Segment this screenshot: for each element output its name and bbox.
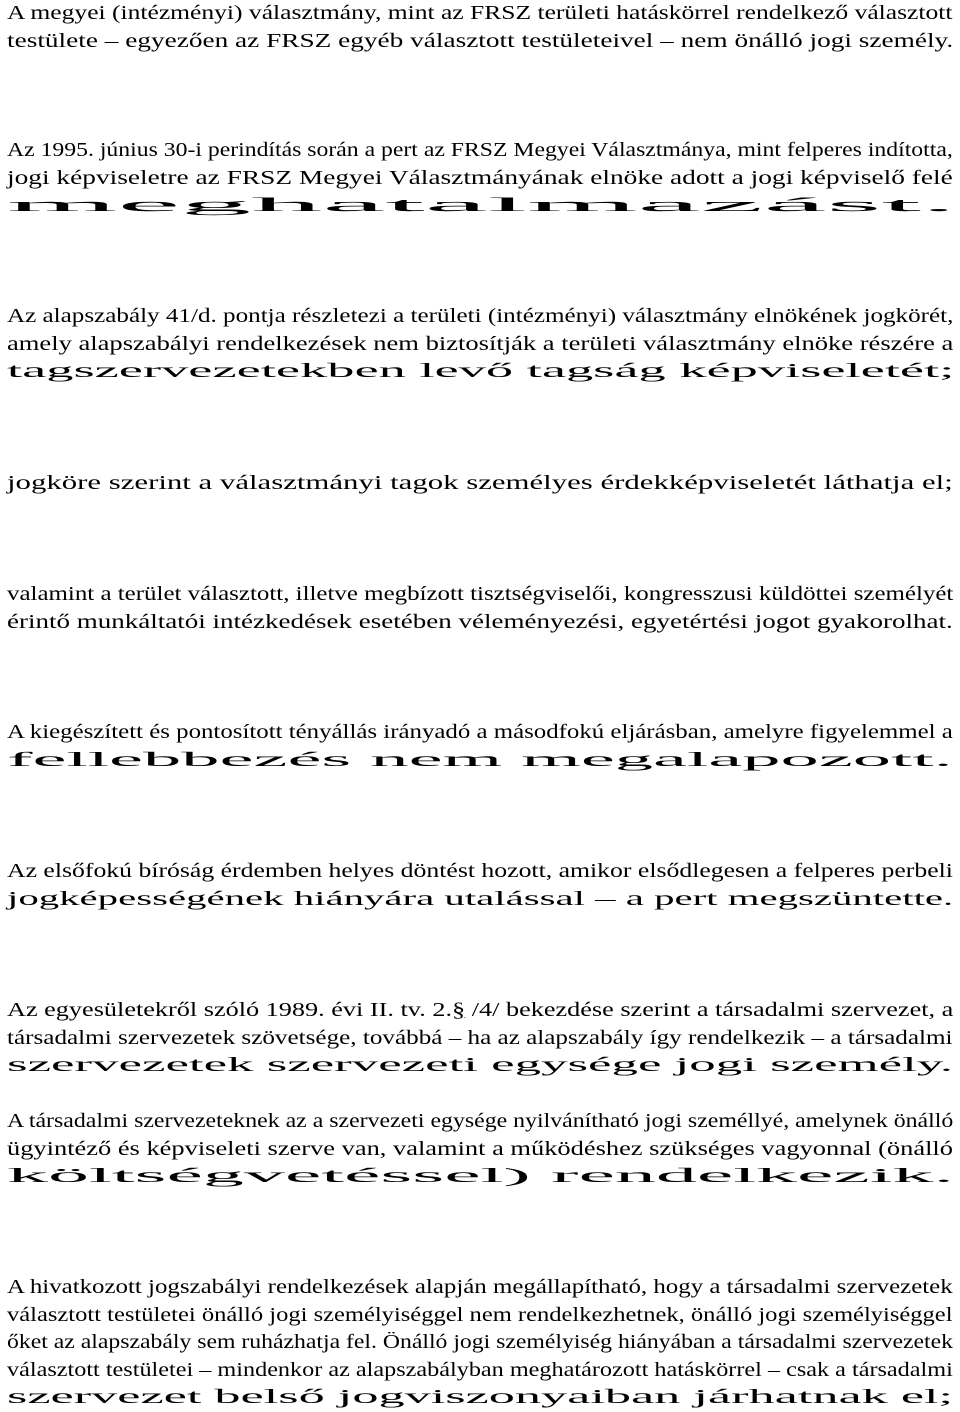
text-line: szervezet belső jogviszonyaiban járhatnak el;: [7, 1387, 954, 1408]
text-line: tagszervezetekben levő tagság képviseletét;: [7, 361, 955, 382]
paragraph-10: [7, 1274, 957, 1412]
paragraph-9: [7, 1108, 957, 1191]
paragraph-4: [7, 470, 957, 498]
text-line: érintő munkáltatói intézkedések esetében véleményezési, egyetértési jogot gyakorolhat.: [7, 611, 953, 633]
paragraph-5: [7, 581, 957, 636]
text-line: választott testületei önálló jogi személyiséggel nem rendelkezhetnek, önálló jogi személyiséggel: [7, 1304, 953, 1326]
text-line: A kiegészített és pontosított tényállás irányadó a másodfokú eljárásban, amelyre figyelemmel a: [7, 722, 953, 743]
text-line: meghatalmazást.: [7, 195, 957, 216]
text-line: társadalmi szervezetek szövetsége, továbbá – ha az alapszabály így rendelkezik – a társadalmi: [7, 1027, 953, 1049]
paragraph-6: [7, 719, 957, 774]
text-line: jogképességének hiányára utalással – a pert megszüntette.: [7, 888, 954, 910]
text-line: testülete – egyezően az FRSZ egyéb választott testületeivel – nem önálló jogi személy.: [7, 30, 954, 52]
text-line: szervezetek szervezeti egysége jogi személy.: [7, 1055, 954, 1076]
paragraph-3: [7, 303, 957, 386]
text-segment: /4/ bekezdése szerint a társadalmi szervezet, a: [465, 1000, 954, 1021]
paragraph-8: [7, 997, 957, 1080]
text-line: jogi képviseletre az FRSZ Megyei Választmányának elnöke adott a jogi képviselő felé: [7, 167, 953, 189]
text-line: választott testületei – mindenkor az alapszabályban meghatározott hatáskörrel – csak a társadalmi: [7, 1359, 953, 1381]
text-line: őket az alapszabály sem ruházhatja fel. Önálló jogi személyiség hiányában a társadalmi szervezetek: [7, 1332, 954, 1353]
text-line: A megyei (intézményi) választmány, mint az FRSZ területi hatáskörrel rendelkező választott: [7, 3, 953, 24]
paragraph-7: [7, 858, 957, 913]
paragraph-2: [7, 137, 957, 220]
text-line: Az alapszabály 41/d. pontja részletezi a területi (intézményi) választmány elnökének jogkörét,: [7, 306, 954, 327]
text-line: A társadalmi szervezeteknek az a szervezeti egysége nyilvánítható jogi személlyé, amelynek önálló: [7, 1111, 954, 1132]
text-line: Az 1995. június 30-i perindítás során a pert az FRSZ Megyei Választmánya, mint felperes indította,: [7, 140, 953, 161]
text-line: jogköre szerint a választmányi tagok személyes érdekképviseletét láthatja el;: [7, 473, 953, 494]
text-line: [7, 997, 960, 1025]
text-line: Az elsőfokú bíróság érdemben helyes döntést hozott, amikor elsődlegesen a felperes perbeli: [7, 861, 953, 882]
text-line: ügyintéző és képviseleti szerve van, valamint a működéshez szükséges vagyonnal (önálló: [7, 1138, 953, 1160]
section-sign: §: [452, 1000, 466, 1021]
paragraph-1: [7, 0, 957, 55]
text-line: fellebbezés nem megalapozott.: [7, 749, 953, 771]
text-line: A hivatkozott jogszabályi rendelkezések alapján megállapítható, hogy a társadalmi szervezetek: [7, 1277, 953, 1298]
text-line: valamint a terület választott, illetve megbízott tisztségviselői, kongresszusi küldöttei személyét: [7, 584, 954, 605]
text-line: amely alapszabályi rendelkezések nem biztosítják a területi választmány elnöke részére a: [7, 333, 954, 355]
text-line: költségvetéssel) rendelkezik.: [7, 1166, 955, 1187]
text-segment: Az egyesületekről szóló 1989. évi II. tv. 2.: [7, 1000, 453, 1021]
